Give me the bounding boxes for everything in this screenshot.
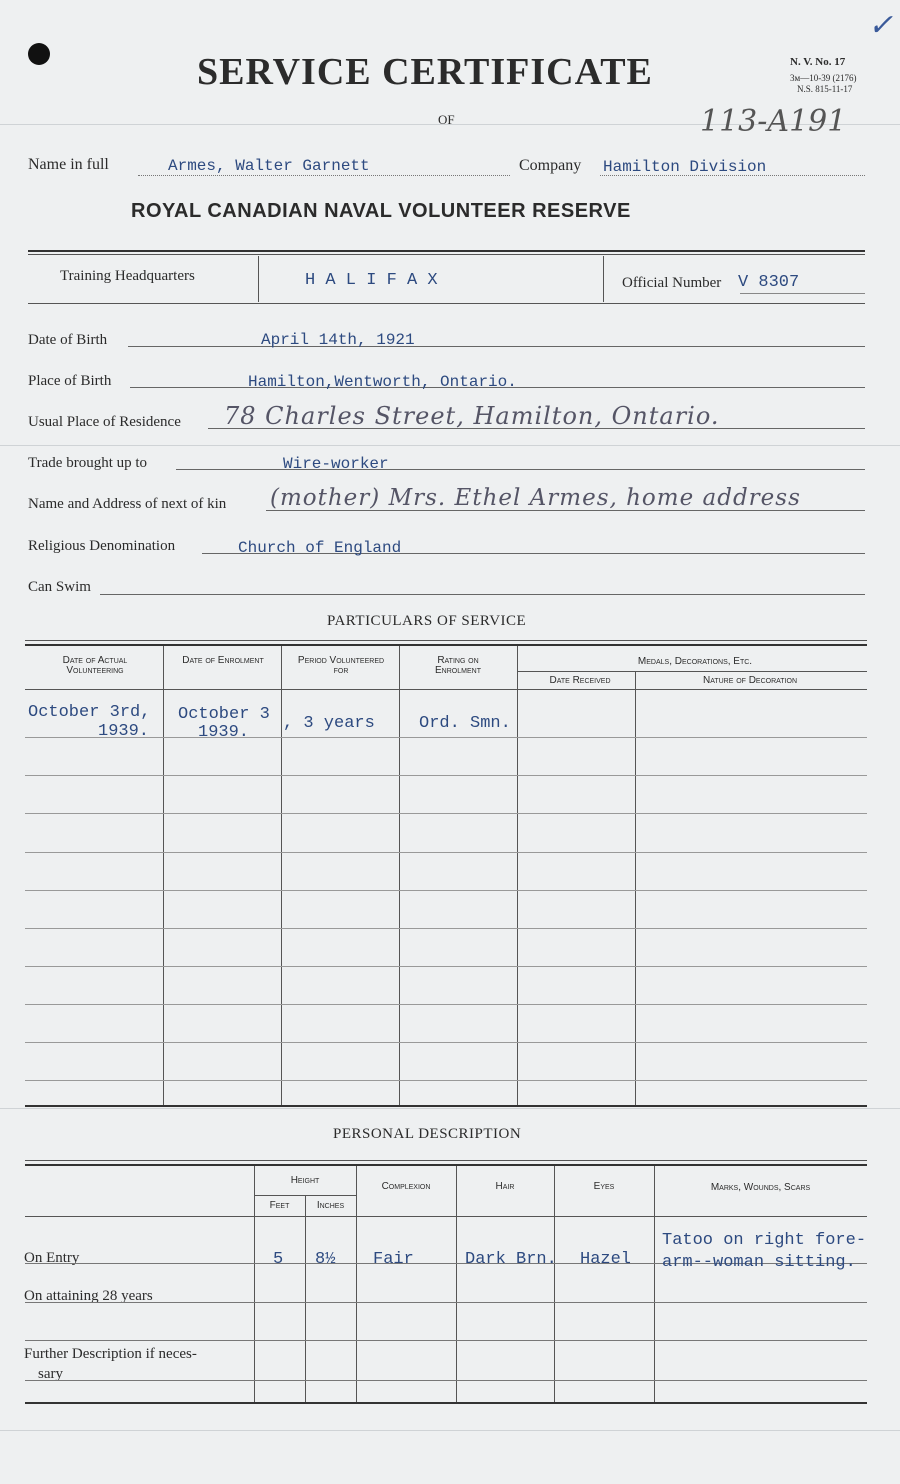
residence-value: 78 Charles Street, Hamilton, Ontario. xyxy=(224,402,720,430)
kin-label: Name and Address of next of kin xyxy=(28,496,227,512)
name-value: Armes, Walter Garnett xyxy=(168,157,370,175)
trade-value: Wire-worker xyxy=(283,455,389,473)
pob-label: Place of Birth xyxy=(28,373,112,389)
entry-feet: 5 xyxy=(273,1250,284,1269)
trade-label: Trade brought up to xyxy=(28,455,148,471)
company-value: Hamilton Division xyxy=(603,158,767,176)
company-label: Company xyxy=(519,157,582,174)
official-number-label: Official Number xyxy=(622,275,722,291)
service-date-enrolment-line1: October 3 xyxy=(178,705,270,724)
training-value: H A L I F A X xyxy=(305,271,438,290)
header-medals: Medals, Decorations, Etc. xyxy=(637,656,753,667)
header-inches: Inches xyxy=(316,1200,345,1211)
dob-value: April 14th, 1921 xyxy=(261,331,415,349)
residence-label: Usual Place of Residence xyxy=(28,414,181,430)
header-feet: Feet xyxy=(269,1200,290,1211)
form-print-line-1: 3м—10-39 (2176) xyxy=(790,73,857,83)
header-date-received: Date Received xyxy=(549,675,611,686)
entry-marks-line2: arm--woman sitting. xyxy=(662,1253,856,1272)
service-date-actual-line2: 1939. xyxy=(98,722,150,741)
header-rating: Rating on Enrolment xyxy=(435,655,481,676)
header-date-actual: Date of Actual Volunteering xyxy=(62,655,128,676)
punch-hole xyxy=(28,43,50,65)
on-28-years-label: On attaining 28 years xyxy=(24,1288,153,1304)
training-label: Training Headquarters xyxy=(60,268,195,284)
service-period: , 3 years xyxy=(283,714,375,733)
corner-mark: ✓ xyxy=(868,8,894,43)
religion-label: Religious Denomination xyxy=(28,538,176,554)
form-code: N. V. No. 17 xyxy=(790,56,846,68)
service-date-enrolment-line2: 1939. xyxy=(198,723,250,742)
entry-marks-line1: Tatoo on right fore- xyxy=(662,1231,867,1250)
entry-complexion: Fair xyxy=(373,1250,414,1269)
name-label: Name in full xyxy=(28,156,109,173)
entry-hair: Dark Brn. xyxy=(465,1250,557,1269)
service-rating: Ord. Smn. xyxy=(419,714,511,733)
kin-value: (mother) Mrs. Ethel Armes, home address xyxy=(270,485,801,511)
further-description-label-line1: Further Description if neces- xyxy=(24,1346,197,1362)
entry-eyes: Hazel xyxy=(580,1250,632,1269)
header-eyes: Eyes xyxy=(593,1181,615,1192)
of-label: OF xyxy=(438,112,455,127)
pob-value: Hamilton,Wentworth, Ontario. xyxy=(248,373,517,391)
dob-label: Date of Birth xyxy=(28,332,108,348)
header-period: Period Volunteered for xyxy=(297,655,385,676)
service-heading: PARTICULARS OF SERVICE xyxy=(327,613,527,629)
header-nature: Nature of Decoration xyxy=(702,675,798,686)
further-description-label-line2: sary xyxy=(38,1366,63,1382)
religion-value: Church of England xyxy=(238,539,402,557)
header-date-enrolment: Date of Enrolment xyxy=(182,655,264,666)
entry-inches: 8½ xyxy=(315,1250,336,1269)
header-height: Height xyxy=(290,1175,320,1186)
page-title: SERVICE CERTIFICATE xyxy=(197,51,653,93)
swim-label: Can Swim xyxy=(28,579,91,595)
header-marks: Marks, Wounds, Scars xyxy=(710,1182,811,1193)
official-number-value: V 8307 xyxy=(738,273,800,292)
on-entry-label: On Entry xyxy=(24,1250,80,1266)
service-date-actual-line1: October 3rd, xyxy=(28,703,151,722)
file-number: 113-A191 xyxy=(700,104,847,139)
header-hair: Hair xyxy=(495,1181,515,1192)
personal-heading: PERSONAL DESCRIPTION xyxy=(333,1126,522,1142)
organization-title: ROYAL CANADIAN NAVAL VOLUNTEER RESERVE xyxy=(131,200,631,222)
header-complexion: Complexion xyxy=(381,1181,431,1192)
form-print-line-2: N.S. 815-11-17 xyxy=(797,84,853,94)
